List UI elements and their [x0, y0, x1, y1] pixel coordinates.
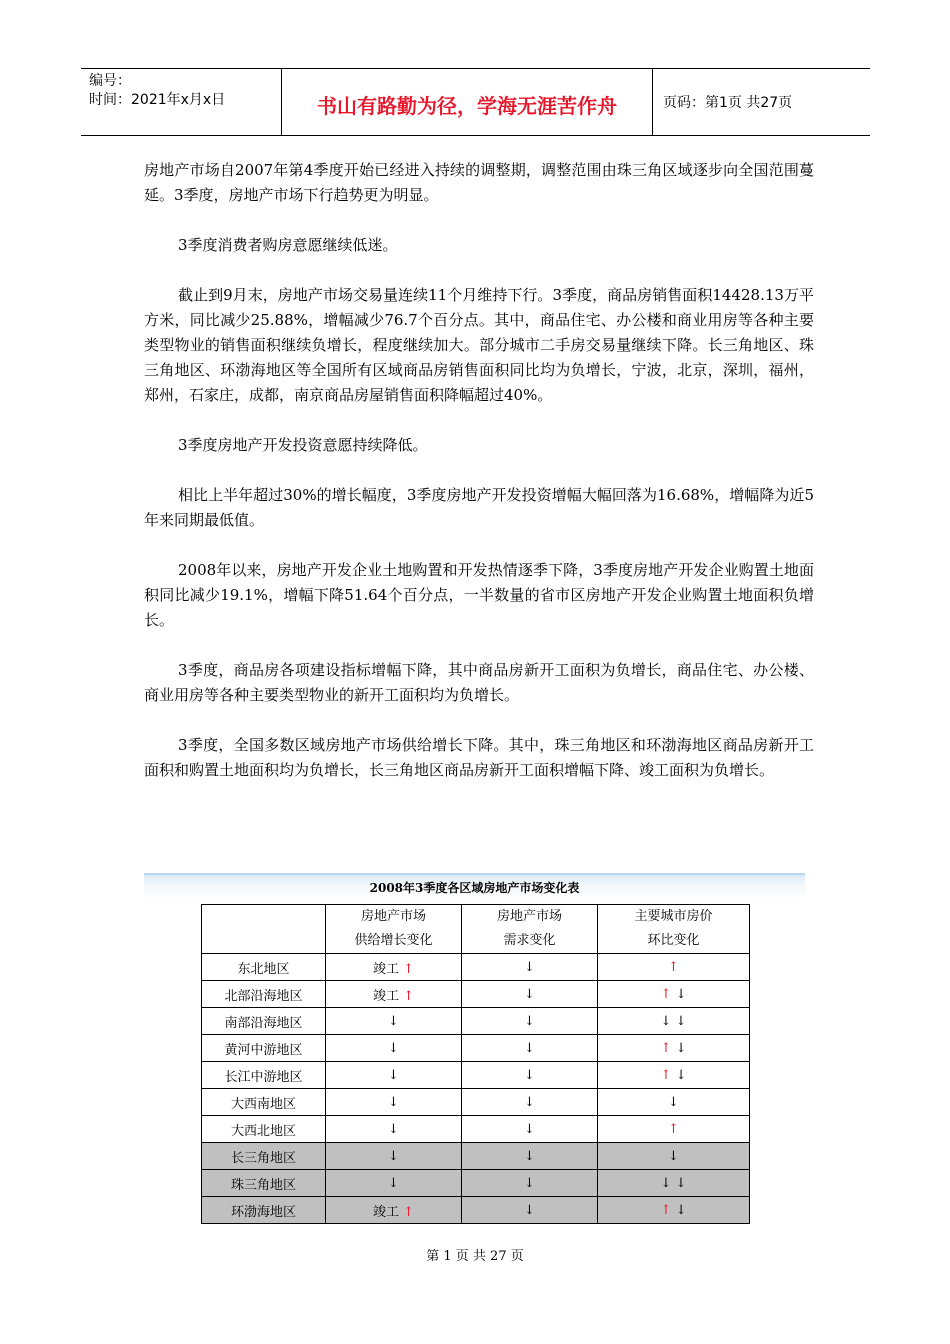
arrow-up-icon: ↑: [660, 1202, 672, 1218]
header-label-line: 供给增长变化: [354, 933, 433, 948]
paragraph: 截止到9月末，房地产市场交易量连续11个月维持下行。3季度，商品房销售面积14428.13万平方米，同比减少25.88%，增幅减少76.7个百分点。其中，商品住宅、办公楼和商业用房等各种主要类型物业的销售面积继续负增长，程度继续加大。部分城市二手房交易量继续下降。长三角地区、珠三角地区、环渤海地区等全国所有区域商品房销售面积同比均为负增长，宁波，北京，深圳，福州，郑州，石家庄，成都，南京商品房屋销售面积降幅超过40%。: [144, 286, 814, 404]
header-label-line: 主要城市房价: [634, 909, 713, 924]
demand-cell: ↓: [462, 954, 598, 981]
supply-cell: [326, 1197, 462, 1224]
price-cell: [598, 954, 750, 981]
price-cell: [598, 1197, 750, 1224]
demand-cell: ↓: [462, 1089, 598, 1116]
price-cell: [598, 1008, 750, 1035]
paragraph: 相比上半年超过30%的增长幅度，3季度房地产开发投资增幅大幅回落为16.68%，增幅降为近5年来同期最低值。: [144, 486, 814, 529]
header-label-line: 房地产市场: [496, 909, 562, 924]
supply-text: ↓: [388, 1040, 399, 1056]
price-cell: [598, 1035, 750, 1062]
demand-cell: ↓: [462, 1170, 598, 1197]
arrow-up-icon: ↑: [660, 1040, 672, 1056]
table-title: 2008年3季度各区域房地产市场变化表: [144, 873, 805, 901]
arrow-down-icon: ↓: [668, 1148, 679, 1164]
supply-cell: [326, 1062, 462, 1089]
arrow-up-icon: ↑: [668, 959, 679, 975]
paragraph: 3季度房地产开发投资意愿持续降低。: [178, 436, 428, 454]
arrow-down-icon: ↓ ↓: [660, 1013, 687, 1029]
region-cell: 黄河中游地区: [202, 1035, 326, 1062]
supply-cell: [326, 1170, 462, 1197]
demand-cell: ↓: [462, 1197, 598, 1224]
page-footer: 第 1 页 共 27 页: [426, 1249, 524, 1264]
region-cell: 珠三角地区: [202, 1170, 326, 1197]
price-cell: [598, 1170, 750, 1197]
arrow-up-icon: ↑: [398, 1204, 415, 1220]
region-cell: 北部沿海地区: [202, 981, 326, 1008]
price-cell: [598, 1089, 750, 1116]
region-market-table: [201, 904, 750, 1224]
header-label-line: 需求变化: [503, 933, 556, 948]
supply-cell: [326, 1116, 462, 1143]
header-cell-supply: [326, 905, 462, 954]
arrow-down-icon: ↓: [671, 986, 687, 1002]
supply-text: ↓: [388, 1148, 399, 1164]
region-cell: 环渤海地区: [202, 1197, 326, 1224]
paragraph: 3季度，商品房各项建设指标增幅下降，其中商品房新开工面积为负增长，商品住宅、办公楼、商业用房等各种主要类型物业的新开工面积均为负增长。: [144, 661, 814, 704]
arrow-down-icon: ↓ ↓: [660, 1175, 687, 1191]
arrow-down-icon: ↓: [668, 1094, 679, 1110]
demand-cell: ↓: [462, 1143, 598, 1170]
supply-cell: [326, 954, 462, 981]
document-number-label: 编号：: [89, 73, 131, 89]
supply-text: ↓: [388, 1094, 399, 1110]
paragraph: 3季度消费者购房意愿继续低迷。: [178, 236, 398, 254]
supply-text: ↓: [388, 1067, 399, 1083]
supply-cell: [326, 1143, 462, 1170]
header-cell-demand: [462, 905, 598, 954]
supply-text: ↓: [388, 1175, 399, 1191]
price-cell: [598, 1143, 750, 1170]
header-motto: 书山有路勤为径，学海无涯苦作舟: [282, 69, 653, 135]
table-row: [202, 981, 750, 1008]
region-cell: 长江中游地区: [202, 1062, 326, 1089]
supply-cell: [326, 981, 462, 1008]
header-meta: [81, 69, 282, 135]
supply-text: ↓: [388, 1121, 399, 1137]
table-row: [202, 1089, 750, 1116]
supply-cell: [326, 1035, 462, 1062]
header-page-number: 页码：第1页 共27页: [663, 95, 793, 111]
table-row: [202, 1143, 750, 1170]
paragraph: 2008年以来，房地产开发企业土地购置和开发热情逐季下降，3季度房地产开发企业购置土地面积同比减少19.1%，增幅下降51.64个百分点，一半数量的省市区房地产开发企业购置土地面积负增长。: [144, 561, 814, 629]
arrow-up-icon: ↑: [398, 961, 415, 977]
paragraph: 房地产市场自2007年第4季度开始已经进入持续的调整期，调整范围由珠三角区域逐步向全国范围蔓延。3季度，房地产市场下行趋势更为明显。: [144, 161, 814, 204]
body-text: [144, 158, 814, 808]
table-row: [202, 1116, 750, 1143]
table-row: [202, 1062, 750, 1089]
region-cell: 东北地区: [202, 954, 326, 981]
arrow-down-icon: ↓: [671, 1202, 687, 1218]
page-header: [81, 68, 870, 136]
demand-cell: ↓: [462, 981, 598, 1008]
paragraph: 3季度，全国多数区域房地产市场供给增长下降。其中，珠三角地区和环渤海地区商品房新开工面积和购置土地面积均为负增长，长三角地区商品房新开工面积增幅下降、竣工面积为负增长。: [144, 736, 814, 779]
supply-text: 竣工: [372, 988, 399, 1004]
region-cell: 大西南地区: [202, 1089, 326, 1116]
table-row: [202, 1035, 750, 1062]
arrow-up-icon: ↑: [660, 986, 672, 1002]
region-cell: 南部沿海地区: [202, 1008, 326, 1035]
region-cell: 长三角地区: [202, 1143, 326, 1170]
price-cell: [598, 1116, 750, 1143]
arrow-down-icon: ↓: [671, 1040, 687, 1056]
supply-cell: [326, 1089, 462, 1116]
price-cell: [598, 981, 750, 1008]
document-date-label: 时间：2021年x月x日: [89, 92, 226, 108]
arrow-up-icon: ↑: [668, 1121, 679, 1137]
header-label-line: 房地产市场: [360, 909, 426, 924]
demand-cell: ↓: [462, 1008, 598, 1035]
table-row: [202, 1197, 750, 1224]
arrow-up-icon: ↑: [398, 988, 415, 1004]
supply-cell: [326, 1008, 462, 1035]
table-row: [202, 1170, 750, 1197]
table-body: [202, 954, 750, 1224]
header-label-line: 环比变化: [647, 933, 700, 948]
arrow-down-icon: ↓: [671, 1067, 687, 1083]
demand-cell: ↓: [462, 1116, 598, 1143]
table-row: [202, 954, 750, 981]
region-cell: 大西北地区: [202, 1116, 326, 1143]
demand-cell: ↓: [462, 1035, 598, 1062]
header-cell-price: [598, 905, 750, 954]
arrow-up-icon: ↑: [660, 1067, 672, 1083]
table-row: [202, 1008, 750, 1035]
price-cell: [598, 1062, 750, 1089]
table-header-row: [202, 905, 750, 954]
supply-text: ↓: [388, 1013, 399, 1029]
supply-text: 竣工: [372, 961, 399, 977]
supply-text: 竣工: [372, 1204, 399, 1220]
header-cell-region: [202, 905, 326, 954]
demand-cell: ↓: [462, 1062, 598, 1089]
